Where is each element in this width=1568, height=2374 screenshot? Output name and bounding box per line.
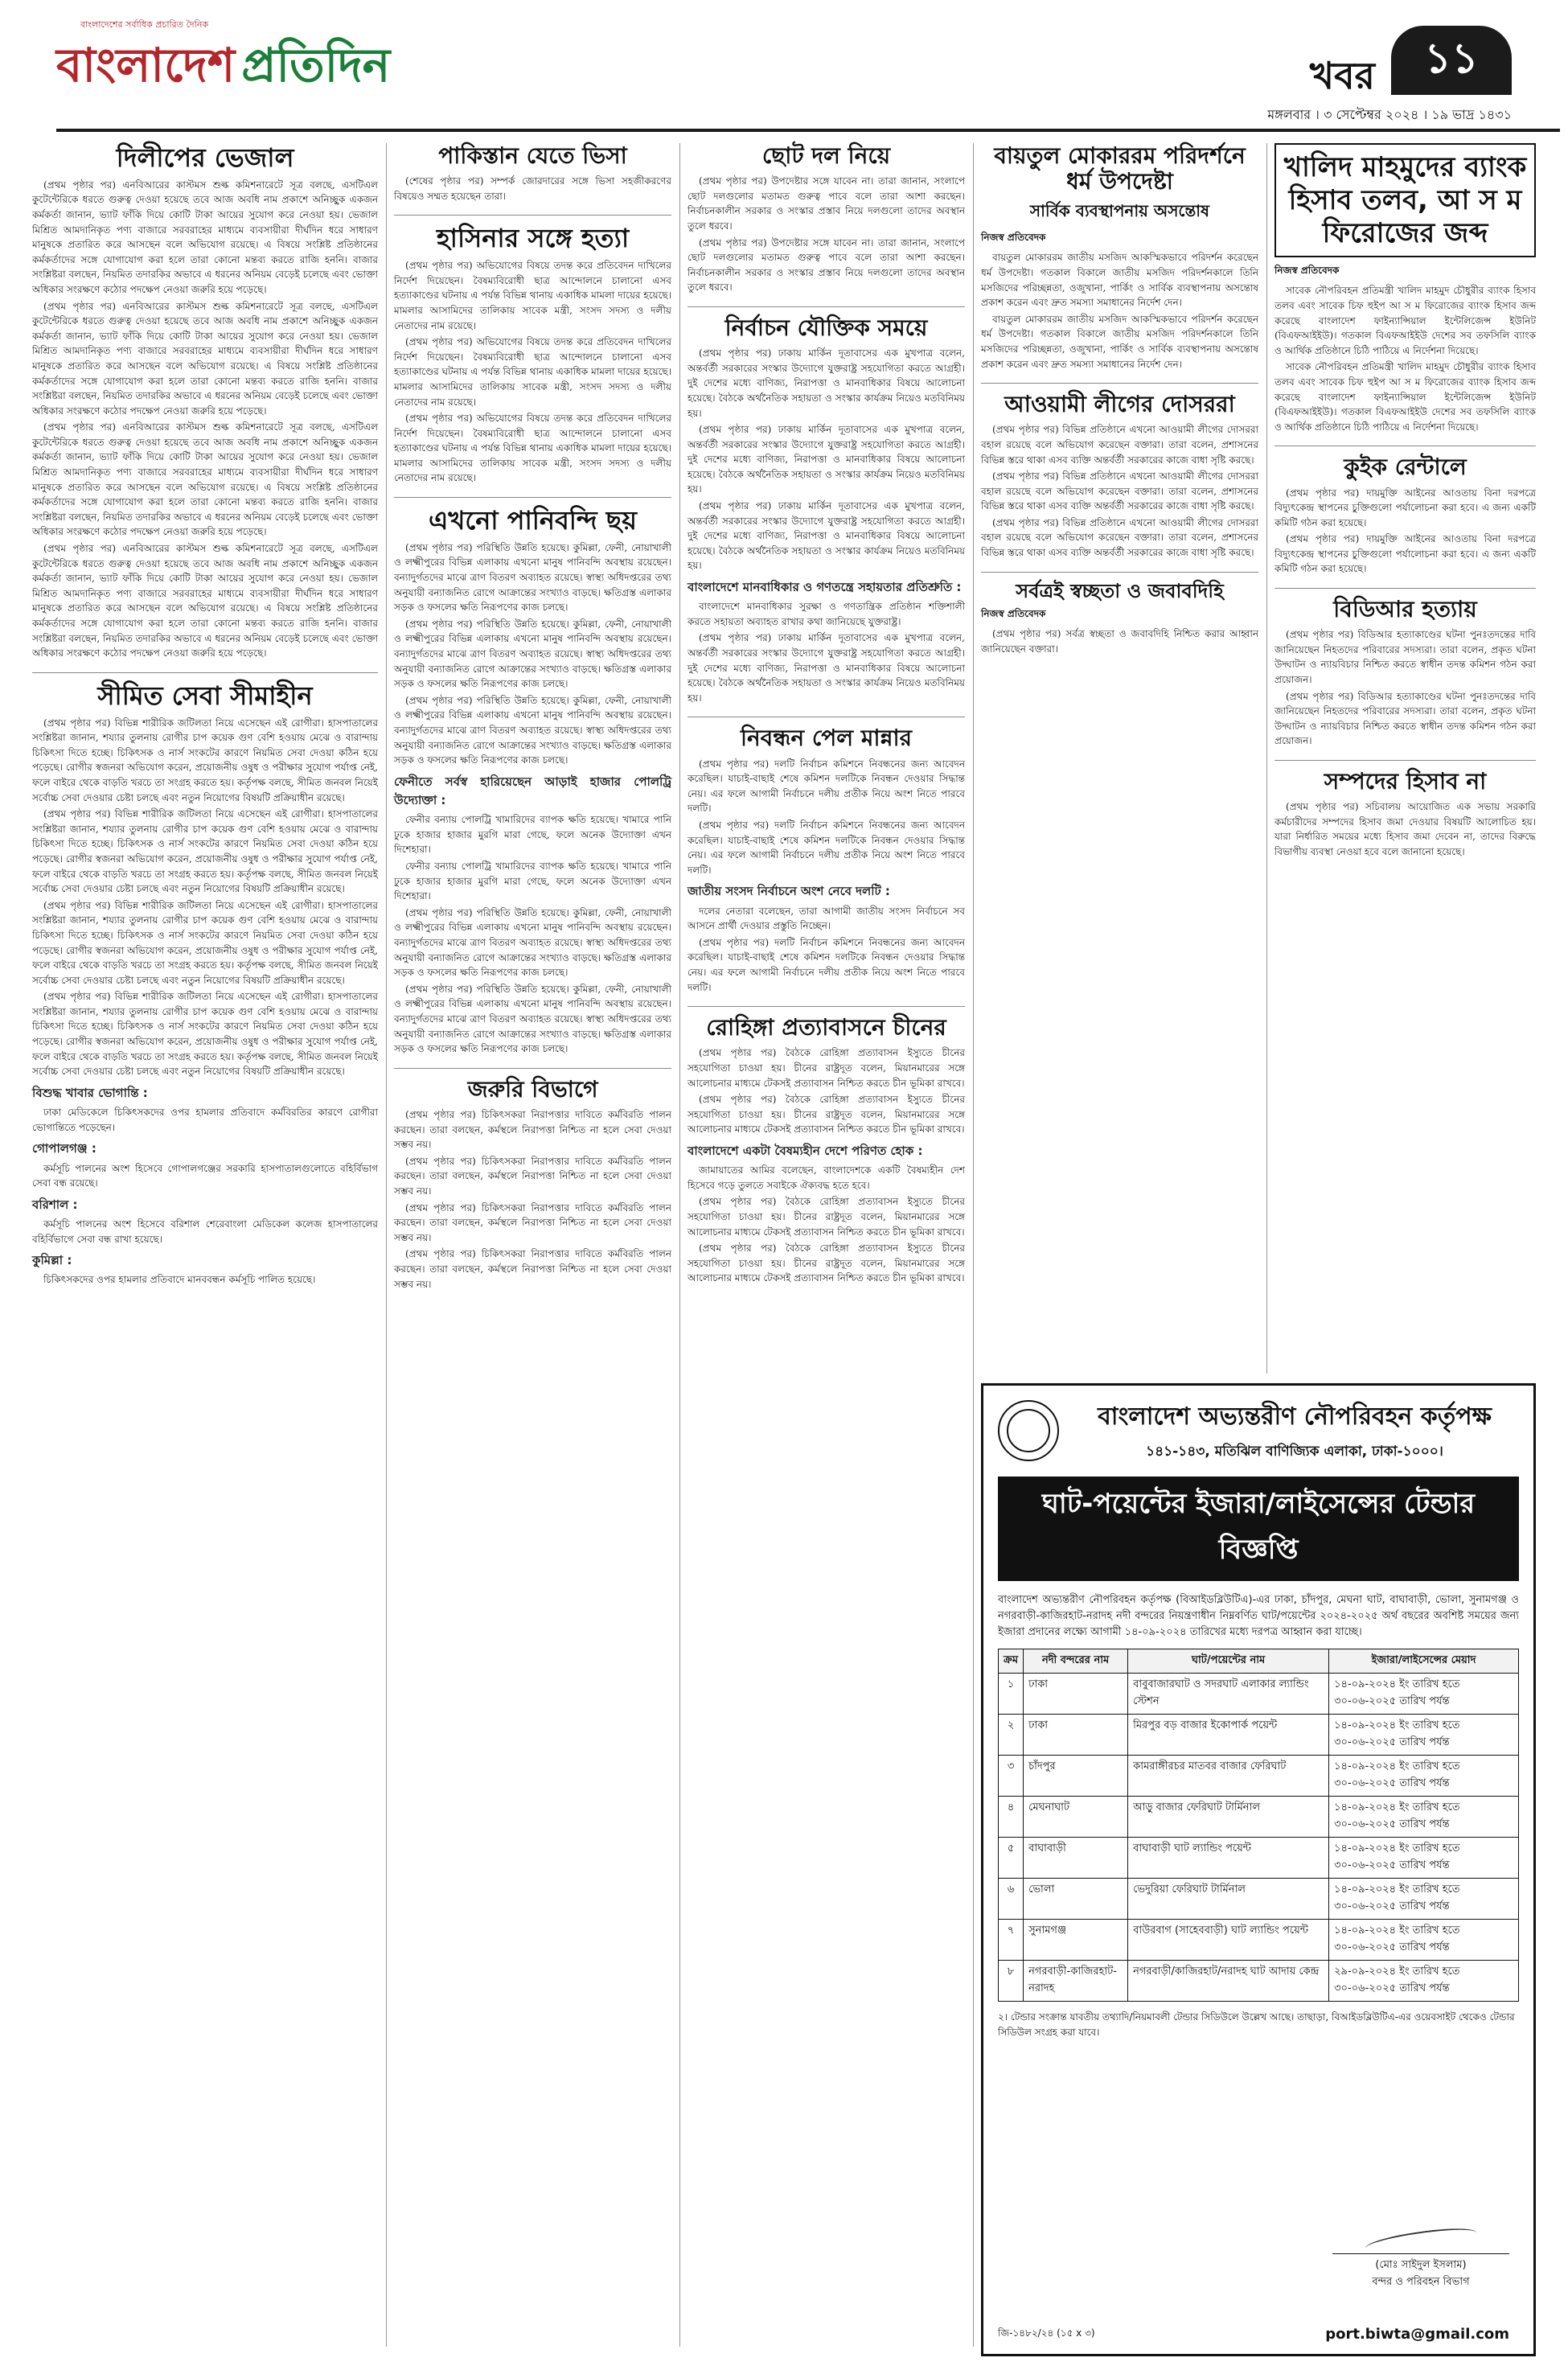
notice-org-name: বাংলাদেশ অভ্যন্তরীণ নৌপরিবহন কর্তৃপক্ষ — [1098, 1403, 1492, 1431]
article-paragraph-cont: (প্রথম পৃষ্ঠার পর) উপদেষ্টার সঙ্গে যাবেন না। তারা জানান, সংলাপে ছোট দলগুলোর মতামত গুরুত্ব পাবে বলে তারা আশা করছেন। নির্বাচনকালীন সরকার ও সংস্কার প্রস্তাব নিয়ে দলগুলো তাদের অবস্থান তুলে ধরবে। — [688, 236, 965, 294]
article-headline[interactable]: জরুরি বিভাগে — [467, 1075, 598, 1103]
article-body — [394, 174, 671, 203]
cell-location: বাঘাবাড়ী ঘাট ল্যান্ডিং পয়েন্ট — [1128, 1838, 1329, 1879]
article-paragraph-cont: (প্রথম পৃষ্ঠার পর) বৈঠকে রোহিঙ্গা প্রত্যাবাসন ইস্যুতে চীনের সহযোগিতা চাওয়া হয়। চীনের রাষ্ট্রদূত বলেন, মিয়ানমারের সঙ্গে আলোচনার মাধ্যমে টেকসই প্রত্যাবাসন নিশ্চিত করতে চীন ভূমিকা রাখবে। — [688, 1094, 965, 1136]
article-paragraph-cont: (প্রথম পৃষ্ঠার পর) বৈঠকে রোহিঙ্গা প্রত্যাবাসন ইস্যুতে চীনের সহযোগিতা চাওয়া হয়। চীনের রাষ্ট্রদূত বলেন, মিয়ানমারের সঙ্গে আলোচনার মাধ্যমে টেকসই প্রত্যাবাসন নিশ্চিত করতে চীন ভূমিকা রাখবে। — [688, 1196, 965, 1238]
cell-sl: ২ — [999, 1715, 1024, 1756]
article-paragraph: ফেনীর বন্যায় পোলট্রি খামারিদের ব্যাপক ক্ষতি হয়েছে। খামারে পানি ঢুকে হাজার হাজার মুরগি মারা গেছে, ফলে অনেক উদ্যোক্তা এখন দিশেহারা। — [394, 814, 671, 856]
article-paragraph-cont: (প্রথম পৃষ্ঠার পর) পরিস্থিতি উন্নতি হয়েছে। কুমিল্লা, ফেনী, নোয়াখালী ও লক্ষ্মীপুরের বিভিন্ন এলাকায় এখনো মানুষ পানিবন্দি অবস্থায় রয়েছেন। বন্যাদুর্গতদের মাঝে ত্রাণ বিতরণ অব্যাহত রয়েছে। স্বাস্থ্য অধিদপ্তরের তথ্য অনুযায়ী বন্যাজনিত রোগে আক্রান্তের সংখ্যাও বাড়ছে। ক্ষতিগ্রস্ত এলাকার সড়ক ও ফসলের ক্ষতি নিরূপণের কাজ চলছে। — [394, 618, 671, 690]
article-paragraph-cont: (প্রথম পৃষ্ঠার পর) দলটি নির্বাচন কমিশনে নিবন্ধনের জন্য আবেদন করেছিল। যাচাই-বাছাই শেষে কমিশন দলটিকে নিবন্ধন দেওয়ার সিদ্ধান্ত নেয়। এর ফলে আগামী নির্বাচনে দলীয় প্রতীক নিয়ে অংশ নিতে পারবে দলটি। — [688, 936, 965, 993]
column-divider — [386, 143, 387, 2347]
column-divider — [973, 143, 974, 2347]
col-header-port: নদী বন্দরের নাম — [1024, 1649, 1128, 1674]
table-row — [999, 1674, 1519, 1715]
article-paragraph-cont: (প্রথম পৃষ্ঠার পর) এনবিআরের কাস্টমস শুল্ক কমিশনারেটে সূত্র বলছে, এসটিএল কুটেন্টেরিকে ধরতে গুরুত্ব দেওয়া হয়েছে তবে আজ অবধি নাম প্রকাশে অনিচ্ছুক একজন কর্মকর্তা জানান, ভ্যাট ফাঁকি দিয়ে কোটি টাকা আয়ের সুযোগ করে নেওয়া হয়। ভেজাল মিশ্রিত আমদানিকৃত পণ্য বাজারে সরবরাহের মাধ্যমে ব্যবসায়ীরা দীর্ঘদিন ধরে সাধারণ মানুষকে প্রতারিত করে আসছেন বলে অভিযোগ রয়েছে। এ বিষয়ে সংশ্লিষ্ট প্রতিষ্ঠানের কর্মকর্তাদের সঙ্গে যোগাযোগ করা হলে তারা কোনো মন্তব্য করতে রাজি হননি। বাজার সংশ্লিষ্টরা বলছেন, নিয়মিত তদারকির অভাবে এ ধরনের অনিয়ম বেড়েই চলেছে এবং ভোক্তা অধিকার সংরক্ষণে কঠোর পদক্ষেপ নেওয়া জরুরি হয়ে পড়েছে। — [32, 543, 378, 659]
article-body — [32, 178, 378, 661]
article-paragraph-cont: (প্রথম পৃষ্ঠার পর) ঢাকায় মার্কিন দূতাবাসের এক মুখপাত্র বলেন, অন্তর্বর্তী সরকারের সংস্কার উদ্যোগে যুক্তরাষ্ট্র সহযোগিতা করতে আগ্রহী। দুই দেশের মধ্যে বাণিজ্য, নিরাপত্তা ও মানবাধিকার বিষয়ে আলোচনা হয়েছে। বৈঠকে অর্থনৈতিক সহায়তা ও সংস্কার কার্যক্রম নিয়েও মতবিনিময় হয়। — [688, 500, 965, 572]
article-body — [688, 757, 965, 996]
article-subsection-title: বরিশাল : — [32, 1197, 78, 1212]
article-headline[interactable]: সীমিত সেবা সীমাহীন — [97, 680, 313, 711]
column-2 — [394, 143, 671, 1303]
cell-sl: ৪ — [999, 1797, 1024, 1838]
cell-sl: ৮ — [999, 1961, 1024, 2002]
story-separator — [394, 1068, 671, 1069]
article-body — [32, 716, 378, 1288]
table-row — [999, 1838, 1519, 1879]
cell-sl: ১ — [999, 1674, 1024, 1715]
article-paragraph-cont: (প্রথম পৃষ্ঠার পর) বিভিন্ন প্রতিষ্ঠানে এখনো আওয়ামী লীগের দোসররা বহাল রয়েছে বলে অভিযোগ করেছেন বক্তারা। তারা বলেন, প্রশাসনের বিভিন্ন স্তরে থাকা এসব ব্যক্তি অন্তর্বর্তী সরকারের কাজে বাধা সৃষ্টি করছে। — [981, 516, 1258, 559]
cell-location: বাউরবাগ (সাহেববাড়ী) ঘাট ল্যান্ডিং পয়েন্ট — [1128, 1920, 1329, 1961]
article-paragraph-cont: (প্রথম পৃষ্ঠার পর) পরিস্থিতি উন্নতি হয়েছে। কুমিল্লা, ফেনী, নোয়াখালী ও লক্ষ্মীপুরের বিভিন্ন এলাকায় এখনো মানুষ পানিবন্দি অবস্থায় রয়েছেন। বন্যাদুর্গতদের মাঝে ত্রাণ বিতরণ অব্যাহত রয়েছে। স্বাস্থ্য অধিদপ্তরের তথ্য অনুযায়ী বন্যাজনিত রোগে আক্রান্তের সংখ্যাও বাড়ছে। ক্ষতিগ্রস্ত এলাকার সড়ক ও ফসলের ক্ষতি নিরূপণের কাজ চলছে। — [394, 694, 671, 766]
article-body — [688, 174, 965, 295]
article-paragraph-cont: (প্রথম পৃষ্ঠার পর) এনবিআরের কাস্টমস শুল্ক কমিশনারেটে সূত্র বলছে, এসটিএল কুটেন্টেরিকে ধরতে গুরুত্ব দেওয়া হয়েছে তবে আজ অবধি নাম প্রকাশে অনিচ্ছুক একজন কর্মকর্তা জানান, ভ্যাট ফাঁকি দিয়ে কোটি টাকা আয়ের সুযোগ করে নেওয়া হয়। ভেজাল মিশ্রিত আমদানিকৃত পণ্য বাজারে সরবরাহের মাধ্যমে ব্যবসায়ীরা দীর্ঘদিন ধরে সাধারণ মানুষকে প্রতারিত করে আসছেন বলে অভিযোগ রয়েছে। এ বিষয়ে সংশ্লিষ্ট প্রতিষ্ঠানের কর্মকর্তাদের সঙ্গে যোগাযোগ করা হলে তারা কোনো মন্তব্য করতে রাজি হননি। বাজার সংশ্লিষ্টরা বলছেন, নিয়মিত তদারকির অভাবে এ ধরনের অনিয়ম বেড়েই চলেছে এবং ভোক্তা অধিকার সংরক্ষণে কঠোর পদক্ষেপ নেওয়া জরুরি হয়ে পড়েছে। — [32, 421, 378, 538]
article-headline[interactable]: আওয়ামী লীগের দোসররা — [1004, 391, 1235, 418]
article-paragraph-cont: (প্রথম পৃষ্ঠার পর) অভিযোগের বিষয়ে তদন্ত করে প্রতিবেদন দাখিলের নির্দেশ দিয়েছেন। বৈষম্যবিরোধী ছাত্র আন্দোলনে চালানো এসব হত্যাকাণ্ডের ঘটনায় এ পর্যন্ত বিভিন্ন থানায় একাধিক মামলা দায়ের হয়েছে। মামলার আসামিদের তালিকায় সাবেক মন্ত্রী, সংসদ সদস্য ও দলীয় নেতাদের নাম রয়েছে। — [394, 413, 671, 484]
story-separator — [1275, 760, 1536, 761]
article-paragraph-cont: (প্রথম পৃষ্ঠার পর) বিভিন্ন শারীরিক জটিলতা নিয়ে এসেছেন এই রোগীরা। হাসপাতালের সংশ্লিষ্টরা জানান, শয্যার তুলনায় রোগীর চাপ কয়েক গুণ বেশি হওয়ায় মেঝে ও বারান্দায় চিকিৎসা দিতে হচ্ছে। চিকিৎসক ও নার্স সংকটের কারণে নিয়মিত সেবা দেওয়া কঠিন হয়ে পড়েছে। রোগীর স্বজনরা অভিযোগ করেন, প্রয়োজনীয় ওষুধ ও পরীক্ষার সুযোগ পর্যাপ্ত নেই, ফলে বাইরে থেকে বাড়তি খরচে তা সংগ্রহ করতে হয়। কর্তৃপক্ষ বলছে, সীমিত জনবল নিয়েই সর্বোচ্চ সেবা দেওয়ার চেষ্টা চলছে এবং নতুন নিয়োগের বিষয়টি প্রক্রিয়াধীন রয়েছে। — [32, 991, 378, 1078]
article-baitul-mokarram[interactable] — [981, 143, 1258, 372]
article-awami-dosor[interactable] — [981, 392, 1258, 561]
cell-port: বাঘাবাড়ী — [1024, 1838, 1128, 1879]
cell-period: ১৪-০৯-২০২৪ ইং তারিখ হতে ৩০-০৬-২০২৫ তারিখ পর্যন্ত — [1329, 1879, 1519, 1920]
cell-location: আড়ু বাজার ফেরিঘাট টার্মিনাল — [1128, 1797, 1329, 1838]
notice-footer: ২। টেন্ডার সংক্রান্ত যাবতীয় তথ্যাদি/নিয়মাবলী টেন্ডার সিডিউলে উল্লেখ আছে। তাছাড়া, বিআইডব্লিউটিএ-এর ওয়েবসাইট থেকেও টেন্ডার সিডিউল সংগ্রহ করা যাবে। — [998, 2011, 1515, 2039]
article-paragraph: চিকিৎসকদের ওপর হামলার প্রতিবাদে মানববন্ধন কর্মসূচি পালিত হয়েছে। — [43, 1274, 316, 1286]
article-paragraph-cont: (প্রথম পৃষ্ঠার পর) পরিস্থিতি উন্নতি হয়েছে। কুমিল্লা, ফেনী, নোয়াখালী ও লক্ষ্মীপুরের বিভিন্ন এলাকায় এখনো মানুষ পানিবন্দি অবস্থায় রয়েছেন। বন্যাদুর্গতদের মাঝে ত্রাণ বিতরণ অব্যাহত রয়েছে। স্বাস্থ্য অধিদপ্তরের তথ্য অনুযায়ী বন্যাজনিত রোগে আক্রান্তের সংখ্যাও বাড়ছে। ক্ষতিগ্রস্ত এলাকার সড়ক ও ফসলের ক্ষতি নিরূপণের কাজ চলছে। — [394, 906, 671, 979]
story-separator — [394, 215, 671, 216]
notice-intro: বাংলাদেশ অভ্যন্তরীণ নৌপরিবহন কর্তৃপক্ষ (বিআইডব্লিউটিএ)-এর ঢাকা, চাঁদপুর, মেঘনা ঘাট, বাঘাবাড়ী, ভোলা, সুনামগঞ্জ ও নগরবাড়ী-কাজিরহাট-নরাদহ নদী বন্দরের নিয়ন্ত্রণাধীন নিম্নবর্ণিত ঘাট/পয়েন্টের ২০২৪-২০২৫ অর্থ বছরের অবশিষ্ট সময়ের জন্য ইজারা প্রদানের লক্ষ্যে আগামী ১৪-০৯-২০২৪ তারিখের মধ্যে দরপত্র আহ্বান করা যাচ্ছে। — [998, 1594, 1519, 1639]
dateline: মঙ্গলবার । ৩ সেপ্টেম্বর ২০২৪ । ১৯ ভাদ্র ১৪৩১ — [1267, 107, 1512, 122]
article-quick-rental[interactable] — [1275, 454, 1536, 577]
article-paragraph-cont: (প্রথম পৃষ্ঠার পর) পরিস্থিতি উন্নতি হয়েছে। কুমিল্লা, ফেনী, নোয়াখালী ও লক্ষ্মীপুরের বিভিন্ন এলাকায় এখনো মানুষ পানিবন্দি অবস্থায় রয়েছেন। বন্যাদুর্গতদের মাঝে ত্রাণ বিতরণ অব্যাহত রয়েছে। স্বাস্থ্য অধিদপ্তরের তথ্য অনুযায়ী বন্যাজনিত রোগে আক্রান্তের সংখ্যাও বাড়ছে। ক্ষতিগ্রস্ত এলাকার সড়ক ও ফসলের ক্ষতি নিরূপণের কাজ চলছে। — [394, 983, 671, 1055]
article-paragraph-cont: (প্রথম পৃষ্ঠার পর) দলটি নির্বাচন কমিশনে নিবন্ধনের জন্য আবেদন করেছিল। যাচাই-বাছাই শেষে কমিশন দলটিকে নিবন্ধন দেওয়ার সিদ্ধান্ত নেয়। এর ফলে আগামী নির্বাচনে দলীয় প্রতীক নিয়ে অংশ নিতে পারবে দলটি। — [688, 819, 965, 876]
article-byline: নিজস্ব প্রতিবেদক — [1275, 265, 1340, 277]
article-subsection-title: বাংলাদেশে মানবাধিকার ও গণতন্ত্রে সহায়তার প্রতিশ্রুতি : — [688, 580, 962, 595]
article-paragraph: বাংলাদেশে মানবাধিকার সুরক্ষা ও গণতান্ত্রিক প্রতিষ্ঠান শক্তিশালী করতে সহায়তা অব্যাহত রাখার কথা জানিয়েছে যুক্তরাষ্ট্র। — [688, 601, 965, 627]
logo-part-1: বাংলাদেশ — [56, 38, 236, 92]
cell-period: ১৪-০৯-২০২৪ ইং তারিখ হতে ৩০-০৬-২০২৫ তারিখ পর্যন্ত — [1329, 1838, 1519, 1879]
cell-location: ভেদুরিয়া ফেরিঘাট টার্মিনাল — [1128, 1879, 1329, 1920]
article-body — [1275, 799, 1536, 859]
column-divider — [1266, 143, 1267, 1374]
article-paragraph-cont: ফেনীর বন্যায় পোলট্রি খামারিদের ব্যাপক ক্ষতি হয়েছে। খামারে পানি ঢুকে হাজার হাজার মুরগি মারা গেছে, ফলে অনেক উদ্যোক্তা এখন দিশেহারা। — [394, 860, 671, 902]
article-paragraph: (প্রথম পৃষ্ঠার পর) দায়মুক্তি আইনের আওতায় বিনা দরপত্রে বিদ্যুৎকেন্দ্র স্থাপনের চুক্তিগুলো পর্যালোচনা করা হবে। এ জন্য একটি কমিটি গঠন করা হয়েছে। — [1275, 487, 1536, 528]
article-body — [1275, 627, 1536, 749]
article-paragraph: (প্রথম পৃষ্ঠার পর) সর্বত্র স্বচ্ছতা ও জবাবদিহি নিশ্চিত করার আহ্বান জানিয়েছেন বক্তারা। — [981, 628, 1258, 655]
newspaper-logo[interactable] — [56, 38, 391, 92]
article-sorbotroi[interactable] — [981, 581, 1258, 657]
article-subsection-title: বাংলাদেশে একটা বৈষম্যহীন দেশে পরিণত হোক : — [688, 1143, 923, 1158]
article-paragraph-cont: (প্রথম পৃষ্ঠার পর) বিভিন্ন শারীরিক জটিলতা নিয়ে এসেছেন এই রোগীরা। হাসপাতালের সংশ্লিষ্টরা জানান, শয্যার তুলনায় রোগীর চাপ কয়েক গুণ বেশি হওয়ায় মেঝে ও বারান্দায় চিকিৎসা দিতে হচ্ছে। চিকিৎসক ও নার্স সংকটের কারণে নিয়মিত সেবা দেওয়া কঠিন হয়ে পড়েছে। রোগীর স্বজনরা অভিযোগ করেন, প্রয়োজনীয় ওষুধ ও পরীক্ষার সুযোগ পর্যাপ্ত নেই, ফলে বাইরে থেকে বাড়তি খরচে তা সংগ্রহ করতে হয়। কর্তৃপক্ষ বলছে, সীমিত জনবল নিয়েই সর্বোচ্চ সেবা দেওয়ার চেষ্টা চলছে এবং নতুন নিয়োগের বিষয়টি প্রক্রিয়াধীন রয়েছে। — [32, 899, 378, 986]
article-headline[interactable]: কুইক রেন্টালে — [1344, 454, 1467, 481]
cell-port: নগরবাড়ী-কাজিরহাট-নরাদহ — [1024, 1961, 1128, 2002]
cell-port: মেঘনাঘাট — [1024, 1797, 1128, 1838]
article-headline[interactable]: নিবন্ধন পেল মান্নার — [740, 725, 913, 752]
article-paragraph: (প্রথম পৃষ্ঠার পর) এনবিআরের কাস্টমস শুল্ক কমিশনারেটে সূত্র বলছে, এসটিএল কুটেন্টেরিকে ধরতে গুরুত্ব দেওয়া হয়েছে তবে আজ অবধি নাম প্রকাশে অনিচ্ছুক একজন কর্মকর্তা জানান, ভ্যাট ফাঁকি দিয়ে কোটি টাকা আয়ের সুযোগ করে নেওয়া হয়। ভেজাল মিশ্রিত আমদানিকৃত পণ্য বাজারে সরবরাহের মাধ্যমে ব্যবসায়ীরা দীর্ঘদিন ধরে সাধারণ মানুষকে প্রতারিত করে আসছেন বলে অভিযোগ রয়েছে। এ বিষয়ে সংশ্লিষ্ট প্রতিষ্ঠানের কর্মকর্তাদের সঙ্গে যোগাযোগ করা হলে তারা কোনো মন্তব্য করতে রাজি হননি। বাজার সংশ্লিষ্টরা বলছেন, নিয়মিত তদারকির অভাবে এ ধরনের অনিয়ম বেড়েই চলেছে এবং ভোক্তা অধিকার সংরক্ষণে কঠোর পদক্ষেপ নেওয়া জরুরি হয়ে পড়েছে। — [32, 179, 378, 295]
article-paragraph: (প্রথম পৃষ্ঠার পর) সচিবালয় আয়োজিত এক সভায় সরকারি কর্মচারীদের সম্পদের হিসাব জমা দেওয়ার বিষয়টি আলোচিত হয়। যারা নির্ধারিত সময়ের মধ্যে হিসাব জমা দেবেন না, তাদের বিরুদ্ধে বিভাগীয় ব্যবস্থা নেওয়া হবে বলে জানানো হয়েছে। — [1275, 801, 1536, 857]
tender-notice-ad[interactable] — [981, 1383, 1536, 2356]
col-header-sl: ক্রম — [999, 1649, 1024, 1674]
article-paragraph-cont: সাবেক নৌপরিবহন প্রতিমন্ত্রী খালিদ মাহমুদ চৌধুরীর ব্যাংক হিসাব তলব এবং সাবেক চিফ হুইপ আ স ম ফিরোজের ব্যাংক হিসাব জব্দ করেছে বাংলাদেশ ফাইন্যান্সিয়াল ইন্টেলিজেন্স ইউনিট (বিএফআইইউ)। গতকাল বিএফআইইউ দেশের সব তফসিলি ব্যাংক ও আর্থিক প্রতিষ্ঠানে চিঠি পাঠিয়ে এ নির্দেশনা দিয়েছে। — [1275, 361, 1536, 433]
article-paragraph-cont: (প্রথম পৃষ্ঠার পর) এনবিআরের কাস্টমস শুল্ক কমিশনারেটে সূত্র বলছে, এসটিএল কুটেন্টেরিকে ধরতে গুরুত্ব দেওয়া হয়েছে তবে আজ অবধি নাম প্রকাশে অনিচ্ছুক একজন কর্মকর্তা জানান, ভ্যাট ফাঁকি দিয়ে কোটি টাকা আয়ের সুযোগ করে নেওয়া হয়। ভেজাল মিশ্রিত আমদানিকৃত পণ্য বাজারে সরবরাহের মাধ্যমে ব্যবসায়ীরা দীর্ঘদিন ধরে সাধারণ মানুষকে প্রতারিত করে আসছেন বলে অভিযোগ রয়েছে। এ বিষয়ে সংশ্লিষ্ট প্রতিষ্ঠানের কর্মকর্তাদের সঙ্গে যোগাযোগ করা হলে তারা কোনো মন্তব্য করতে রাজি হননি। বাজার সংশ্লিষ্টরা বলছেন, নিয়মিত তদারকির অভাবে এ ধরনের অনিয়ম বেড়েই চলেছে এবং ভোক্তা অধিকার সংরক্ষণে কঠোর পদক্ষেপ নেওয়া জরুরি হয়ে পড়েছে। — [32, 300, 378, 417]
article-joruri-bibhag[interactable] — [394, 1077, 671, 1292]
cell-period: ১৪-০৯-২০২৪ ইং তারিখ হতে ৩০-০৬-২০২৫ তারিখ পর্যন্ত — [1329, 1756, 1519, 1797]
article-paragraph-cont: (প্রথম পৃষ্ঠার পর) ঢাকায় মার্কিন দূতাবাসের এক মুখপাত্র বলেন, অন্তর্বর্তী সরকারের সংস্কার উদ্যোগে যুক্তরাষ্ট্র সহযোগিতা করতে আগ্রহী। দুই দেশের মধ্যে বাণিজ্য, নিরাপত্তা ও মানবাধিকার বিষয়ে আলোচনা হয়েছে। বৈঠকে অর্থনৈতিক সহায়তা ও সংস্কার কার্যক্রম নিয়েও মতবিনিময় হয়। — [688, 424, 965, 495]
cell-period: ১৪-০৯-২০২৪ ইং তারিখ হতে ৩০-০৬-২০২৫ তারিখ পর্যন্ত — [1329, 1920, 1519, 1961]
article-headline[interactable]: দিলীপের ভেজাল — [116, 142, 294, 173]
article-paragraph: (প্রথম পৃষ্ঠার পর) অভিযোগের বিষয়ে তদন্ত করে প্রতিবেদন দাখিলের নির্দেশ দিয়েছেন। বৈষম্যবিরোধী ছাত্র আন্দোলনে চালানো এসব হত্যাকাণ্ডের ঘটনায় এ পর্যন্ত বিভিন্ন থানায় একাধিক মামলা দায়ের হয়েছে। মামলার আসামিদের তালিকায় সাবেক মন্ত্রী, সংসদ সদস্য ও দলীয় নেতাদের নাম রয়েছে। — [394, 260, 671, 331]
article-headline[interactable]: বায়তুল মোকাররম পরিদর্শনে ধর্ম উপদেষ্টা — [994, 142, 1246, 195]
article-hasina-hotya[interactable] — [394, 224, 671, 486]
cell-port: সুনামগঞ্জ — [1024, 1920, 1128, 1961]
column-4 — [981, 143, 1258, 667]
logo-part-2: প্রতিদিন — [241, 38, 391, 92]
story-separator — [688, 306, 965, 307]
page-number-badge: ১১ — [1391, 26, 1512, 95]
story-separator — [688, 1006, 965, 1007]
article-paragraph-cont: (প্রথম পৃষ্ঠার পর) চিকিৎসকরা নিরাপত্তার দাবিতে কর্মবিরতি পালন করছেন। তারা বলছেন, কর্মস্থলে নিরাপত্তা নিশ্চিত না হলে সেবা দেওয়া সম্ভব নয়। — [394, 1248, 671, 1290]
article-subheadline: সার্বিক ব্যবস্থাপনায় অসন্তোষ — [1029, 201, 1210, 221]
cell-location: কামরাঙ্গীরচর মাতবর বাজার ফেরিঘাট — [1128, 1756, 1329, 1797]
cell-port: চাঁদপুর — [1024, 1756, 1128, 1797]
cell-period: ১৪-০৯-২০২৪ ইং তারিখ হতে ৩০-০৬-২০২৫ তারিখ পর্যন্ত — [1329, 1797, 1519, 1838]
article-subsection-title: জাতীয় সংসদ নির্বাচনে অংশ নেবে দলটি : — [688, 884, 890, 899]
article-paragraph-cont: (প্রথম পৃষ্ঠার পর) দায়মুক্তি আইনের আওতায় বিনা দরপত্রে বিদ্যুৎকেন্দ্র স্থাপনের চুক্তিগুলো পর্যালোচনা করা হবে। এ জন্য একটি কমিটি গঠন করা হয়েছে। — [1275, 533, 1536, 575]
col-header-location: ঘাট/পয়েন্টের নাম — [1128, 1649, 1329, 1674]
article-body — [981, 626, 1258, 656]
cell-sl: ৩ — [999, 1756, 1024, 1797]
lead-headline[interactable]: খালিদ মাহমুদের ব্যাংক হিসাব তলব, আ স ম ফিরোজের জব্দ — [1275, 143, 1536, 257]
article-paragraph: (প্রথম পৃষ্ঠার পর) বিডিআর হত্যাকাণ্ডের ঘটনা পুনঃতদন্তের দাবি জানিয়েছেন নিহতদের পরিবারের সদস্যরা। তারা বলেন, প্রকৃত ঘটনা উদ্ঘাটন ও ন্যায়বিচার নিশ্চিত করতে স্বাধীন তদন্ত কমিশন গঠন করা প্রয়োজন। — [1275, 629, 1536, 686]
story-separator — [394, 497, 671, 498]
article-body — [394, 540, 671, 1057]
table-row — [999, 1879, 1519, 1920]
article-body — [688, 1045, 965, 1286]
col-header-period: ইজারা/লাইসেন্সের মেয়াদ — [1329, 1649, 1519, 1674]
story-separator — [1275, 588, 1536, 589]
article-body — [394, 1107, 671, 1292]
notice-title: ঘাট-পয়েন্টের ইজারা/লাইসেন্সের টেন্ডার বিজ্ঞপ্তি — [998, 1477, 1519, 1581]
article-paragraph-cont: (প্রথম পৃষ্ঠার পর) ঢাকায় মার্কিন দূতাবাসের এক মুখপাত্র বলেন, অন্তর্বর্তী সরকারের সংস্কার উদ্যোগে যুক্তরাষ্ট্র সহযোগিতা করতে আগ্রহী। দুই দেশের মধ্যে বাণিজ্য, নিরাপত্তা ও মানবাধিকার বিষয়ে আলোচনা হয়েছে। বৈঠকে অর্থনৈতিক সহায়তা ও সংস্কার কার্যক্রম নিয়েও মতবিনিময় হয়। — [688, 632, 965, 704]
table-row — [999, 1756, 1519, 1797]
column-divider — [679, 143, 680, 2347]
tender-table-header — [999, 1649, 1519, 1674]
table-row — [999, 1715, 1519, 1756]
column-5 — [1275, 143, 1536, 871]
article-body — [688, 346, 965, 705]
article-paragraph-cont: বায়তুল মোকাররম জাতীয় মসজিদ আকস্মিকভাবে পরিদর্শন করেছেন ধর্ম উপদেষ্টা। গতকাল বিকালে জাতীয় মসজিদ পরিদর্শনকালে তিনি মসজিদের পরিচ্ছন্নতা, ওজুখানা, পার্কিং ও সার্বিক ব্যবস্থাপনায় অসন্তোষ প্রকাশ করেন এবং দ্রুত সমস্যা সমাধানের নির্দেশ দেন। — [981, 313, 1258, 370]
article-pakistan-visa[interactable] — [394, 143, 671, 203]
article-paragraph-cont: (প্রথম পৃষ্ঠার পর) অভিযোগের বিষয়ে তদন্ত করে প্রতিবেদন দাখিলের নির্দেশ দিয়েছেন। বৈষম্যবিরোধী ছাত্র আন্দোলনে চালানো এসব হত্যাকাণ্ডের ঘটনায় এ পর্যন্ত বিভিন্ন থানায় একাধিক মামলা দায়ের হয়েছে। মামলার আসামিদের তালিকায় সাবেক মন্ত্রী, সংসদ সদস্য ও দলীয় নেতাদের নাম রয়েছে। — [394, 336, 671, 408]
signatory-role: বন্দর ও পরিবহন বিভাগ — [1372, 2276, 1470, 2288]
article-byline: নিজস্ব প্রতিবেদক — [981, 232, 1046, 244]
article-nibondhon[interactable] — [688, 725, 965, 995]
article-paragraph: (প্রথম পৃষ্ঠার পর) বিভিন্ন প্রতিষ্ঠানে এখনো আওয়ামী লীগের দোসররা বহাল রয়েছে বলে অভিযোগ করেছেন বক্তারা। তারা বলেন, প্রশাসনের বিভিন্ন স্তরে থাকা এসব ব্যক্তি অন্তর্বর্তী সরকারের কাজে বাধা সৃষ্টি করছে। — [981, 424, 1258, 466]
article-body — [1275, 283, 1536, 434]
article-paragraph: (প্রথম পৃষ্ঠার পর) বিভিন্ন শারীরিক জটিলতা নিয়ে এসেছেন এই রোগীরা। হাসপাতালের সংশ্লিষ্টরা জানান, শয্যার তুলনায় রোগীর চাপ কয়েক গুণ বেশি হওয়ায় মেঝে ও বারান্দায় চিকিৎসা দিতে হচ্ছে। চিকিৎসক ও নার্স সংকটের কারণে নিয়মিত সেবা দেওয়া কঠিন হয়ে পড়েছে। রোগীর স্বজনরা অভিযোগ করেন, প্রয়োজনীয় ওষুধ ও পরীক্ষার সুযোগ পর্যাপ্ত নেই, ফলে বাইরে থেকে বাড়তি খরচে তা সংগ্রহ করতে হয়। কর্তৃপক্ষ বলছে, সীমিত জনবল নিয়েই সর্বোচ্চ সেবা দেওয়ার চেষ্টা চলছে এবং নতুন নিয়োগের বিষয়টি প্রক্রিয়াধীন রয়েছে। — [32, 717, 378, 803]
cell-sl: ৫ — [999, 1838, 1024, 1879]
cell-port: ভোলা — [1024, 1879, 1128, 1920]
notice-header — [998, 1397, 1519, 1464]
story-separator — [981, 572, 1258, 573]
article-body — [981, 250, 1258, 372]
article-paragraph-cont: (প্রথম পৃষ্ঠার পর) চিকিৎসকরা নিরাপত্তার দাবিতে কর্মবিরতি পালন করছেন। তারা বলছেন, কর্মস্থলে নিরাপত্তা নিশ্চিত না হলে সেবা দেওয়া সম্ভব নয়। — [394, 1155, 671, 1197]
cell-period: ১৪-০৯-২০২৪ ইং তারিখ হতে ৩০-০৬-২০২৫ তারিখ পর্যন্ত — [1329, 1715, 1519, 1756]
story-separator — [981, 383, 1258, 384]
article-paragraph: সাবেক নৌপরিবহন প্রতিমন্ত্রী খালিদ মাহমুদ চৌধুরীর ব্যাংক হিসাব তলব এবং সাবেক চিফ হুইপ আ স ম ফিরোজের ব্যাংক হিসাব জব্দ করেছে বাংলাদেশ ফাইন্যান্সিয়াল ইন্টেলিজেন্স ইউনিট (বিএফআইইউ)। গতকাল বিএফআইইউ দেশের সব তফসিলি ব্যাংক ও আর্থিক প্রতিষ্ঠানে চিঠি পাঠিয়ে এ নির্দেশনা দিয়েছে। — [1275, 285, 1536, 356]
article-subsection-title: বিশুদ্ধ খাবার ভোগান্তি : — [32, 1085, 148, 1100]
article-paragraph: কর্মসূচি পালনের অংশ হিসেবে বরিশাল শেরেবাংলা মেডিকেল কলেজ হাসপাতালের বহির্বিভাগে সেবা বন্ধ রাখা হয়েছে। — [32, 1218, 378, 1245]
tender-table — [998, 1649, 1519, 2002]
article-paragraph: (শেষের পৃষ্ঠার পর) সম্পর্ক জোরদারের সঙ্গে ভিসা সহজীকরণের বিষয়েও সম্মত হয়েছেন তারা। — [394, 175, 671, 202]
signatory-name: (মোঃ সাইদুল ইসলাম) — [1375, 2259, 1467, 2271]
article-byline: নিজস্ব প্রতিবেদক — [981, 608, 1046, 620]
article-paragraph: (প্রথম পৃষ্ঠার পর) বৈঠকে রোহিঙ্গা প্রত্যাবাসন ইস্যুতে চীনের সহযোগিতা চাওয়া হয়। চীনের রাষ্ট্রদূত বলেন, মিয়ানমারের সঙ্গে আলোচনার মাধ্যমে টেকসই প্রত্যাবাসন নিশ্চিত করতে চীন ভূমিকা রাখবে। — [688, 1047, 965, 1089]
cell-period: ১৪-০৯-২০২৪ ইং তারিখ হতে ৩০-০৬-২০২৫ তারিখ পর্যন্ত — [1329, 1674, 1519, 1715]
article-paragraph: কর্মসূচি পালনের অংশ হিসেবে গোপালগঞ্জের সরকারি হাসপাতালগুলোতে বহির্বিভাগ সেবা বন্ধ রয়েছে। — [32, 1162, 378, 1189]
article-paragraph: দলের নেতারা বলেছেন, তারা আগামী জাতীয় সংসদ নির্বাচনে সব আসনে প্রার্থী দেওয়ার প্রস্তুতি নিচ্ছেন। — [688, 905, 965, 932]
article-diliper-vejal[interactable] — [32, 143, 378, 661]
column-1 — [32, 143, 378, 1299]
article-khalid-mahmud[interactable] — [1275, 143, 1536, 434]
article-paragraph: ঢাকা মেডিকেলে চিকিৎসকদের ওপর হামলার প্রতিবাদে কর্মবিরতির কারণে রোগীরা ভোগান্তিতে পড়েছেন। — [32, 1107, 378, 1133]
article-subsection-title: ফেনীতে সর্বস্ব হারিয়েছেন আড়াই হাজার পোলট্রি উদ্যোক্তা : — [394, 774, 671, 808]
article-headline[interactable]: নির্বাচন যৌক্তিক সময়ে — [724, 314, 928, 341]
article-headline[interactable]: ছোট দল নিয়ে — [761, 142, 891, 169]
masthead-tagline: বাংলাদেশের সর্বাধিক প্রচারিত দৈনিক — [80, 19, 209, 30]
article-headline[interactable]: রোহিঙ্গা প্রত্যাবাসনে চীনের — [706, 1014, 946, 1041]
article-sompod[interactable] — [1275, 769, 1536, 860]
table-row — [999, 1797, 1519, 1838]
cell-location: মিরপুর বড় বাজার ইকোপার্ক পয়েন্ট — [1128, 1715, 1329, 1756]
cell-sl: ৭ — [999, 1920, 1024, 1961]
article-paragraph-cont: (প্রথম পৃষ্ঠার পর) বৈঠকে রোহিঙ্গা প্রত্যাবাসন ইস্যুতে চীনের সহযোগিতা চাওয়া হয়। চীনের রাষ্ট্রদূত বলেন, মিয়ানমারের সঙ্গে আলোচনার মাধ্যমে টেকসই প্রত্যাবাসন নিশ্চিত করতে চীন ভূমিকা রাখবে। — [688, 1242, 965, 1284]
masthead — [24, 14, 1544, 121]
notice-reference: জি-১৪৮২/২৪ (১৫ x ৩) — [998, 2327, 1095, 2339]
masthead-rule — [56, 129, 1560, 132]
article-paragraph: (প্রথম পৃষ্ঠার পর) পরিস্থিতি উন্নতি হয়েছে। কুমিল্লা, ফেনী, নোয়াখালী ও লক্ষ্মীপুরের বিভিন্ন এলাকায় এখনো মানুষ পানিবন্দি অবস্থায় রয়েছেন। বন্যাদুর্গতদের মাঝে ত্রাণ বিতরণ অব্যাহত রয়েছে। স্বাস্থ্য অধিদপ্তরের তথ্য অনুযায়ী বন্যাজনিত রোগে আক্রান্তের সংখ্যাও বাড়ছে। ক্ষতিগ্রস্ত এলাকার সড়ক ও ফসলের ক্ষতি নিরূপণের কাজ চলছে। — [394, 541, 671, 614]
story-separator — [32, 672, 378, 673]
notice-org-address: ১৪১-১৪৩, মতিঝিল বাণিজ্যিক এলাকা, ঢাকা-১০০০। — [1146, 1444, 1443, 1460]
article-nirbachon[interactable] — [688, 315, 965, 706]
table-row — [999, 1920, 1519, 1961]
article-paragraph-cont: (প্রথম পৃষ্ঠার পর) বিডিআর হত্যাকাণ্ডের ঘটনা পুনঃতদন্তের দাবি জানিয়েছেন নিহতদের পরিবারের সদস্যরা। তারা বলেন, প্রকৃত ঘটনা উদ্ঘাটন ও ন্যায়বিচার নিশ্চিত করতে স্বাধীন তদন্ত কমিশন গঠন করা প্রয়োজন। — [1275, 690, 1536, 747]
article-paragraph: (প্রথম পৃষ্ঠার পর) দলটি নির্বাচন কমিশনে নিবন্ধনের জন্য আবেদন করেছিল। যাচাই-বাছাই শেষে কমিশন দলটিকে নিবন্ধন দেওয়ার সিদ্ধান্ত নেয়। এর ফলে আগামী নির্বাচনে দলীয় প্রতীক নিয়ে অংশ নিতে পারবে দলটি। — [688, 758, 965, 815]
notice-email-link[interactable]: port.biwta@gmail.com — [1325, 2326, 1509, 2343]
article-paragraph: জামায়াতের আমির বলেছেন, বাংলাদেশকে একটি বৈষম্যহীন দেশ হিসেবে গড়ে তুলতে সবাইকে ঐক্যবদ্ধ হতে হবে। — [688, 1164, 965, 1191]
article-paragraph-cont: (প্রথম পৃষ্ঠার পর) বিভিন্ন প্রতিষ্ঠানে এখনো আওয়ামী লীগের দোসররা বহাল রয়েছে বলে অভিযোগ করেছেন বক্তারা। তারা বলেন, প্রশাসনের বিভিন্ন স্তরে থাকা এসব ব্যক্তি অন্তর্বর্তী সরকারের কাজে বাধা সৃষ্টি করছে। — [981, 470, 1258, 512]
notice-org — [1070, 1397, 1519, 1464]
article-simito-seba[interactable] — [32, 681, 378, 1288]
article-panibondi[interactable] — [394, 506, 671, 1057]
article-bdr[interactable] — [1275, 597, 1536, 749]
article-choto-dol[interactable] — [688, 143, 965, 295]
cell-location: নগরবাড়ী/কাজিরহাট/নরাদহ ঘাট আদায় কেন্দ্র — [1128, 1961, 1329, 2002]
section-title: খবর — [1309, 54, 1375, 97]
article-paragraph: বায়তুল মোকাররম জাতীয় মসজিদ আকস্মিকভাবে পরিদর্শন করেছেন ধর্ম উপদেষ্টা। গতকাল বিকালে জাতীয় মসজিদ পরিদর্শনকালে তিনি মসজিদের পরিচ্ছন্নতা, ওজুখানা, পার্কিং ও সার্বিক ব্যবস্থাপনায় অসন্তোষ প্রকাশ করেন এবং দ্রুত সমস্যা সমাধানের নির্দেশ দেন। — [981, 252, 1258, 309]
article-headline[interactable]: সম্পদের হিসাব না — [1324, 768, 1487, 795]
article-headline[interactable]: হাসিনার সঙ্গে হত্যা — [436, 223, 630, 254]
article-paragraph: (প্রথম পৃষ্ঠার পর) ঢাকায় মার্কিন দূতাবাসের এক মুখপাত্র বলেন, অন্তর্বর্তী সরকারের সংস্কার উদ্যোগে যুক্তরাষ্ট্র সহযোগিতা করতে আগ্রহী। দুই দেশের মধ্যে বাণিজ্য, নিরাপত্তা ও মানবাধিকার বিষয়ে আলোচনা হয়েছে। বৈঠকে অর্থনৈতিক সহায়তা ও সংস্কার কার্যক্রম নিয়েও মতবিনিময় হয়। — [688, 347, 965, 419]
article-paragraph: (প্রথম পৃষ্ঠার পর) চিকিৎসকরা নিরাপত্তার দাবিতে কর্মবিরতি পালন করছেন। তারা বলছেন, কর্মস্থলে নিরাপত্তা নিশ্চিত না হলে সেবা দেওয়া সম্ভব নয়। — [394, 1108, 671, 1151]
article-paragraph: (প্রথম পৃষ্ঠার পর) উপদেষ্টার সঙ্গে যাবেন না। তারা জানান, সংলাপে ছোট দলগুলোর মতামত গুরুত্ব পাবে বলে তারা আশা করছেন। নির্বাচনকালীন সরকার ও সংস্কার প্রস্তাব নিয়ে দলগুলো তাদের অবস্থান তুলে ধরবে। — [688, 175, 965, 232]
article-subsection-title: কুমিল্লা : — [32, 1253, 72, 1268]
article-body — [1275, 486, 1536, 577]
cell-period: ২৯-০৯-২০২৪ ইং তারিখ হতে ৩০-০৬-২০২৫ তারিখ পর্যন্ত — [1329, 1961, 1519, 2002]
signature-icon — [1332, 2224, 1509, 2254]
article-subsection-title: গোপালগঞ্জ : — [32, 1141, 96, 1156]
cell-port: ঢাকা — [1024, 1674, 1128, 1715]
biwta-seal-icon — [998, 1400, 1059, 1461]
cell-port: ঢাকা — [1024, 1715, 1128, 1756]
article-paragraph-cont: (প্রথম পৃষ্ঠার পর) চিকিৎসকরা নিরাপত্তার দাবিতে কর্মবিরতি পালন করছেন। তারা বলছেন, কর্মস্থলে নিরাপত্তা নিশ্চিত না হলে সেবা দেওয়া সম্ভব নয়। — [394, 1201, 671, 1243]
signature-block — [1332, 2224, 1509, 2291]
article-headline[interactable]: বিডিআর হত্যায় — [1333, 596, 1477, 623]
column-3 — [688, 143, 965, 1297]
article-paragraph-cont: (প্রথম পৃষ্ঠার পর) বিভিন্ন শারীরিক জটিলতা নিয়ে এসেছেন এই রোগীরা। হাসপাতালের সংশ্লিষ্টরা জানান, শয্যার তুলনায় রোগীর চাপ কয়েক গুণ বেশি হওয়ায় মেঝে ও বারান্দায় চিকিৎসা দিতে হচ্ছে। চিকিৎসক ও নার্স সংকটের কারণে নিয়মিত সেবা দেওয়া কঠিন হয়ে পড়েছে। রোগীর স্বজনরা অভিযোগ করেন, প্রয়োজনীয় ওষুধ ও পরীক্ষার সুযোগ পর্যাপ্ত নেই, ফলে বাইরে থেকে বাড়তি খরচে তা সংগ্রহ করতে হয়। কর্তৃপক্ষ বলছে, সীমিত জনবল নিয়েই সর্বোচ্চ সেবা দেওয়ার চেষ্টা চলছে এবং নতুন নিয়োগের বিষয়টি প্রক্রিয়াধীন রয়েছে। — [32, 808, 378, 895]
cell-location: বাবুবাজারঘাট ও সদরঘাট এলাকার ল্যান্ডিং স্টেশন — [1128, 1674, 1329, 1715]
article-headline[interactable]: পাকিস্তান যেতে ভিসা — [438, 142, 627, 169]
article-rohingya[interactable] — [688, 1015, 965, 1286]
article-body — [394, 258, 671, 486]
article-headline[interactable]: সর্বত্রই স্বচ্ছতা ও জবাবদিহি — [1016, 579, 1224, 602]
article-headline[interactable]: এখনো পানিবন্দি ছয় — [428, 505, 637, 536]
cell-sl: ৬ — [999, 1879, 1024, 1920]
article-body — [981, 422, 1258, 560]
table-row — [999, 1961, 1519, 2002]
